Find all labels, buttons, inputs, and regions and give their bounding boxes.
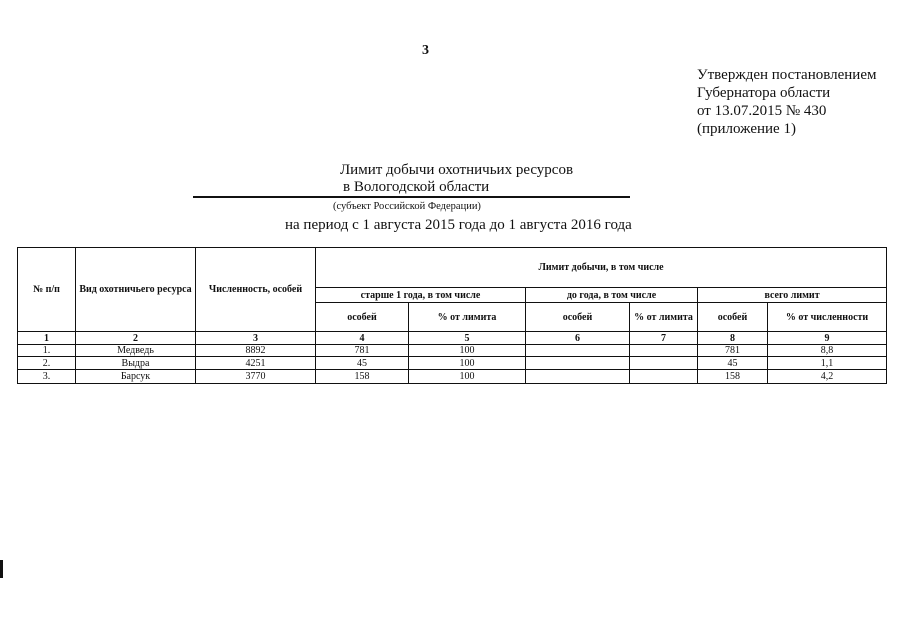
- row-number: 2.: [18, 357, 76, 370]
- header-older: старше 1 года, в том числе: [316, 288, 526, 303]
- table-row: [18, 345, 887, 357]
- header-younger-count: особей: [526, 303, 630, 332]
- row-number: 3.: [18, 370, 76, 384]
- document-title: Лимит добычи охотничьих ресурсов: [340, 162, 574, 178]
- page-number: 3: [422, 43, 429, 58]
- approval-line: (приложение 1): [697, 121, 796, 137]
- population-cell: 3770: [196, 370, 316, 384]
- header-number: № п/п: [18, 248, 76, 332]
- approval-block: [697, 66, 876, 138]
- younger-pct-cell: [630, 345, 698, 357]
- column-number: 1: [18, 332, 76, 345]
- header-older-pct: % от лимита: [409, 303, 526, 332]
- approval-line: Утвержден постановлением: [697, 67, 877, 83]
- older-count-cell: 158: [316, 370, 409, 384]
- document-region: в Вологодской области: [343, 179, 490, 195]
- column-number: 5: [409, 332, 526, 345]
- older-pct-cell: 100: [409, 357, 526, 370]
- scan-artifact: [0, 560, 3, 578]
- population-cell: 8892: [196, 345, 316, 357]
- table-row: [18, 370, 887, 384]
- younger-pct-cell: [630, 370, 698, 384]
- header-total-pct: % от численности: [768, 303, 887, 332]
- row-number: 1.: [18, 345, 76, 357]
- younger-pct-cell: [630, 357, 698, 370]
- younger-count-cell: [526, 357, 630, 370]
- younger-count-cell: [526, 345, 630, 357]
- population-cell: 4251: [196, 357, 316, 370]
- period-line: на период с 1 августа 2015 года до 1 августа 2016 года: [285, 217, 632, 233]
- total-pct-cell: 4,2: [768, 370, 887, 384]
- hunting-limit-table: [17, 247, 887, 384]
- total-count-cell: 781: [698, 345, 768, 357]
- column-number-row: [18, 332, 887, 345]
- title-underline: [193, 196, 630, 198]
- header-species: Вид охотничьего ресурса: [76, 248, 196, 332]
- column-number: 6: [526, 332, 630, 345]
- header-younger: до года, в том числе: [526, 288, 698, 303]
- species-cell: Медведь: [76, 345, 196, 357]
- column-number: 2: [76, 332, 196, 345]
- header-total-count: особей: [698, 303, 768, 332]
- species-cell: Выдра: [76, 357, 196, 370]
- total-pct-cell: 1,1: [768, 357, 887, 370]
- column-number: 3: [196, 332, 316, 345]
- header-limit-group: Лимит добычи, в том числе: [316, 248, 887, 288]
- subject-note: (субъект Российской Федерации): [333, 201, 481, 212]
- header-row: [18, 248, 887, 288]
- older-count-cell: 45: [316, 357, 409, 370]
- column-number: 7: [630, 332, 698, 345]
- approval-line: от 13.07.2015 № 430: [697, 103, 827, 119]
- older-count-cell: 781: [316, 345, 409, 357]
- column-number: 4: [316, 332, 409, 345]
- older-pct-cell: 100: [409, 345, 526, 357]
- total-count-cell: 158: [698, 370, 768, 384]
- header-total: всего лимит: [698, 288, 887, 303]
- column-number: 9: [768, 332, 887, 345]
- species-cell: Барсук: [76, 370, 196, 384]
- approval-line: Губернатора области: [697, 85, 831, 101]
- table-row: [18, 357, 887, 370]
- column-number: 8: [698, 332, 768, 345]
- total-pct-cell: 8,8: [768, 345, 887, 357]
- header-population: Численность, особей: [196, 248, 316, 332]
- older-pct-cell: 100: [409, 370, 526, 384]
- header-older-count: особей: [316, 303, 409, 332]
- younger-count-cell: [526, 370, 630, 384]
- header-younger-pct: % от лимита: [630, 303, 698, 332]
- total-count-cell: 45: [698, 357, 768, 370]
